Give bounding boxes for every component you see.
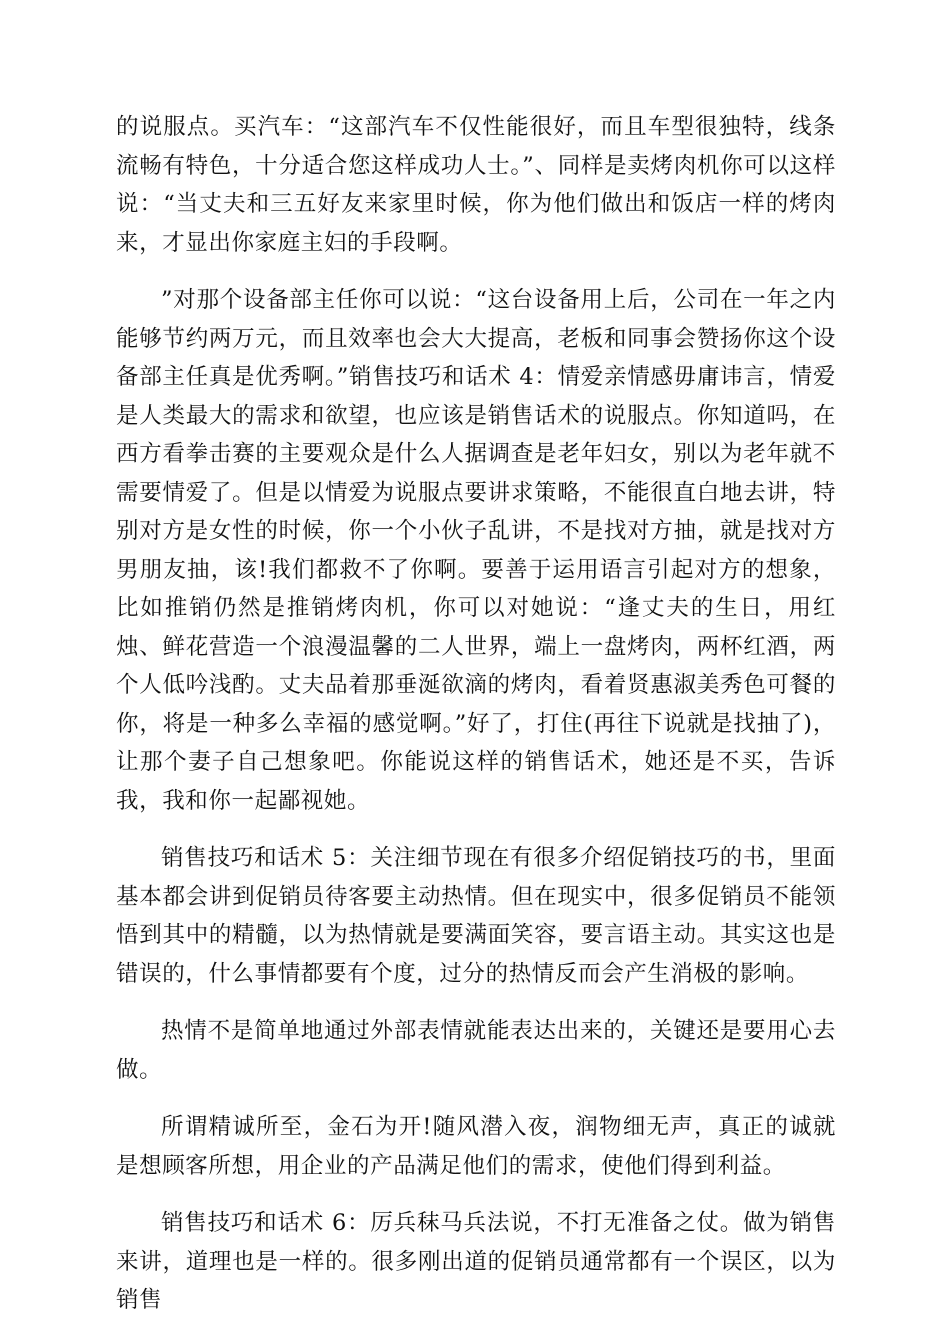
paragraph-3: 销售技巧和话术 5：关注细节现在有很多介绍促销技巧的书，里面基本都会讲到促销员待客要主动热情。但在现实中，很多促销员不能领悟到其中的精髓，以为热情就是要满面笑容，要言语主动。其实这也是错误的，什么事情都要有个度，过分的热情反而会产生消极的影响。: [116, 845, 836, 987]
paragraph-2: ”对那个设备部主任你可以说：“这台设备用上后，公司在一年之内能够节约两万元，而且效率也会大大提高，老板和同事会赞扬你这个设备部主任真是优秀啊。”销售技巧和话术 4：情爱亲情感毋庸讳言，情爱是人类最大的需求和欲望，也应该是销售话术的说服点。你知道吗，在西方看拳击赛的主要观众是什么人据调查是老年妇女，别以为老年就不需要情爱了。但是以情爱为说服点要讲求策略，不能很直白地去讲，特别对方是女性的时候，你一个小伙子乱讲，不是找对方抽，就是找对方男朋友抽，该!我们都救不了你啊。要善于运用语言引起对方的想象，比如推销仍然是推销烤肉机，你可以对她说：“逢丈夫的生日，用红烛、鲜花营造一个浪漫温馨的二人世界，端上一盘烤肉，两杯红酒，两个人低吟浅酌。丈夫品着那垂涎欲滴的烤肉，看着贤惠淑美秀色可餐的你，将是一种多么幸福的感觉啊。”好了，打住(再往下说就是找抽了)，让那个妻子自己想象吧。你能说这样的销售话术，她还是不买，告诉我，我和你一起鄙视她。: [116, 287, 836, 814]
paragraph-1: 的说服点。买汽车：“这部汽车不仅性能很好，而且车型很独特，线条流畅有特色，十分适合您这样成功人士。”、同样是卖烤肉机你可以这样说：“当丈夫和三五好友来家里时候，你为他们做出和饭店一样的烤肉来，才显出你家庭主妇的手段啊。: [116, 114, 836, 256]
document-body: [116, 108, 836, 1339]
paragraph-4: 热情不是简单地通过外部表情就能表达出来的，关键还是要用心去做。: [116, 1018, 836, 1083]
paragraph-5: 所谓精诚所至，金石为开!随风潜入夜，润物细无声，真正的诚就是想顾客所想，用企业的产品满足他们的需求，使他们得到利益。: [116, 1114, 836, 1179]
paragraph-6: 销售技巧和话术 6：厉兵秣马兵法说，不打无准备之仗。做为销售来讲，道理也是一样的。很多刚出道的促销员通常都有一个误区，以为销售: [116, 1210, 836, 1313]
